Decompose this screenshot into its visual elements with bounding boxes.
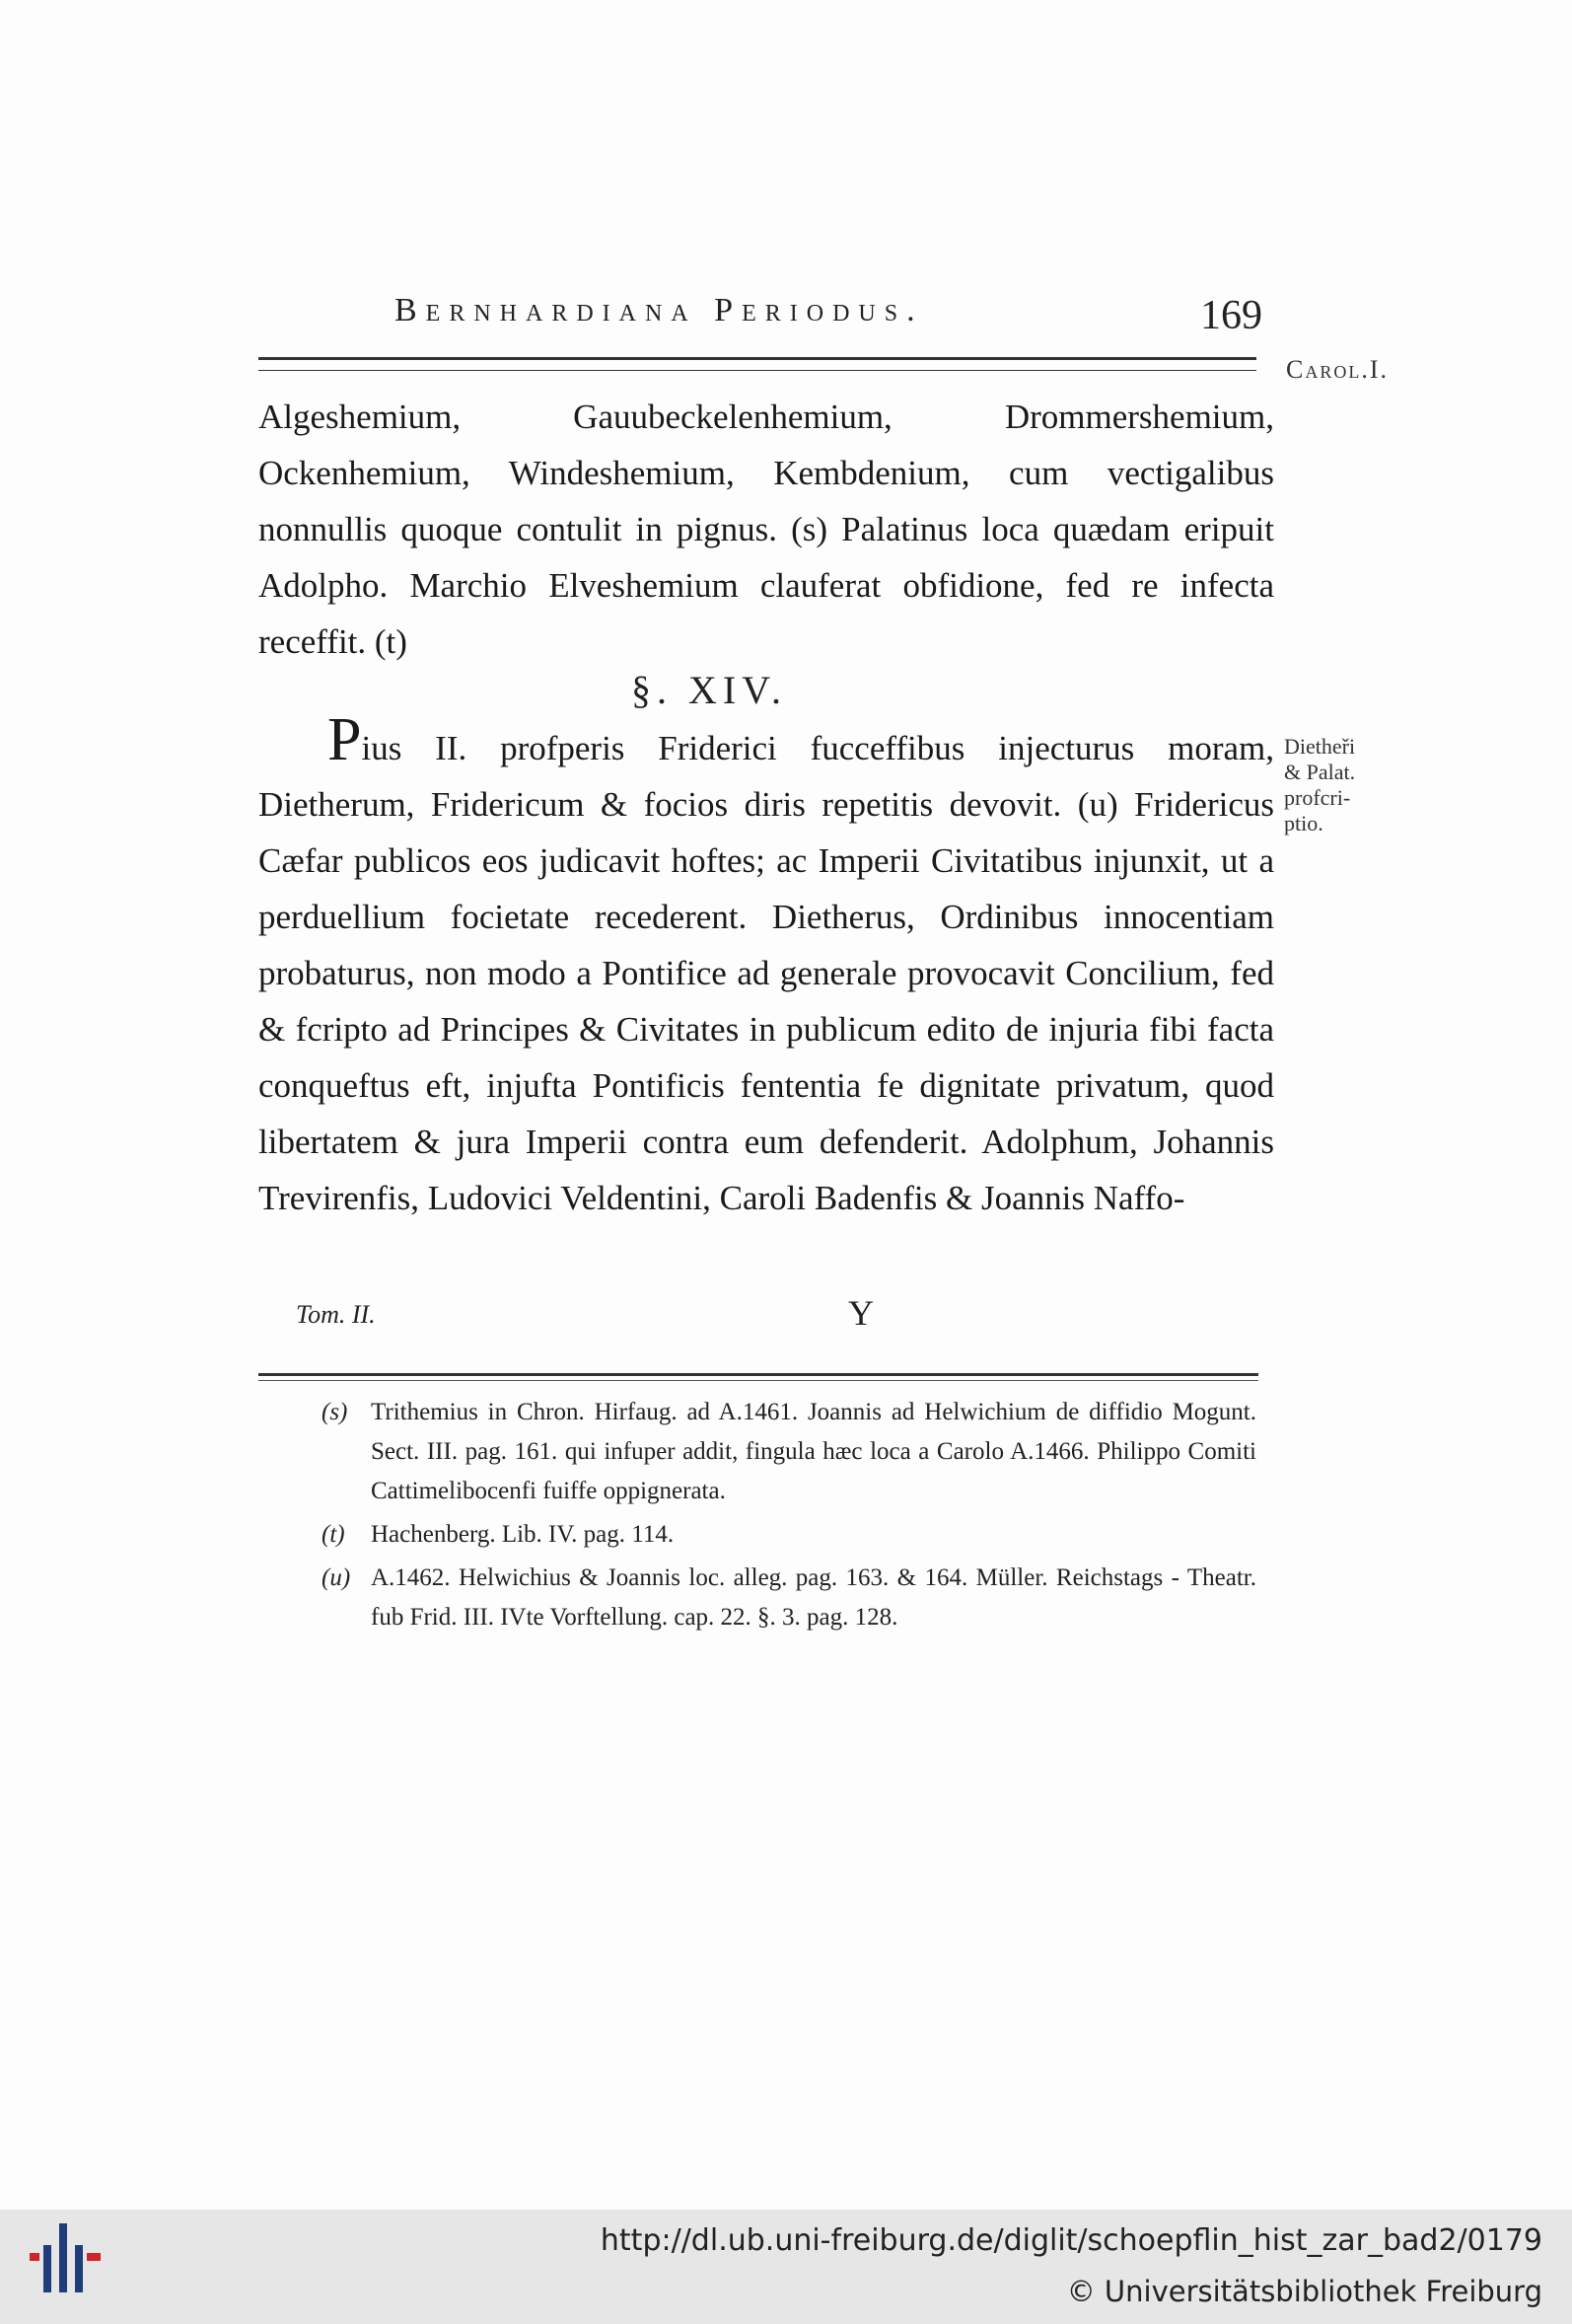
paragraph-2	[258, 706, 1274, 1226]
running-header	[394, 292, 1262, 341]
signature-mark: Y	[848, 1293, 874, 1333]
viewer-footer	[0, 2210, 1572, 2324]
footnote	[322, 1559, 1256, 1637]
copyright-notice: © Universitätsbibliothek Freiburg	[1066, 2275, 1542, 2308]
drop-cap: P	[327, 706, 362, 773]
side-note-line: Dietheři	[1284, 734, 1356, 759]
footnote-mark: (u)	[322, 1564, 351, 1591]
volume-mark: Tom. II.	[296, 1300, 376, 1329]
section-heading: §. XIV.	[631, 668, 787, 712]
footnote-rule	[258, 1373, 1258, 1381]
footnotes	[322, 1393, 1256, 1641]
footnote	[322, 1515, 1256, 1555]
footnote	[322, 1393, 1256, 1511]
permalink-url[interactable]: http://dl.ub.uni-freiburg.de/diglit/schoepflin_hist_zar_bad2/0179	[600, 2223, 1542, 2258]
margin-note-carol: Carol.I.	[1286, 355, 1389, 384]
footnote-mark: (t)	[322, 1521, 345, 1548]
footnote-text: Hachenberg. Lib. IV. pag. 114.	[371, 1521, 675, 1548]
page-number: 169	[1200, 293, 1262, 338]
side-note-line: ptio.	[1284, 811, 1323, 835]
footnote-text: A.1462. Helwichius & Joannis loc. alleg. pag. 163. & 164. Müller. Reichstags - Theatr. fub Frid. III. IVte Vorftellung. cap. 22. §. 3. pag. 128.	[371, 1564, 1256, 1631]
header-rule	[258, 357, 1256, 371]
paragraph-1: Algeshemium, Gauubeckelenhemium, Drommershemium, Ockenhemium, Windeshemium, Kembdenium, cum vectigalibus nonnullis quoque contulit in pignus. (s) Palatinus loca quædam eripuit Adolpho. Marchio Elveshemium clauferat obfidione, fed re infecta receffit. (t)	[258, 398, 1274, 661]
footnote-mark: (s)	[322, 1399, 348, 1425]
side-note-line: profcri-	[1284, 785, 1351, 810]
signature-row	[296, 1292, 888, 1336]
footnote-text: Trithemius in Chron. Hirfaug. ad A.1461. Joannis ad Helwichium de diffidio Mogunt. Sect. III. pag. 161. qui infuper addit, fingula hæc loca a Carolo A.1466. Philippo Comiti Cattimelibocenfi fuiffe oppignerata.	[371, 1399, 1256, 1504]
running-title: Bernhardiana Periodus.	[394, 292, 924, 328]
paragraph-2-text: ius II. profperis Friderici fucceffibus injecturus moram, Dietherum, Fridericum & focios diris repetitis devovit. (u) Fridericus Cæfar publicos eos judicavit hoftes; ac Imperii Civitatibus injunxit, ut a perduellium focietate recederent. Dietherus, Ordinibus innocentiam probaturus, non modo a Pontifice ad generale provocavit Concilium, fed & fcripto ad Principes & Civitates in publicum edito de injuria fibi facta conqueftus eft, injufta Pontificis fententia fe dignitate privatum, quod libertatem & jura Imperii contra eum defenderit. Adolphum, Johannis Trevirenfis, Ludovici Veldentini, Caroli Badenfis & Joannis Naffo-	[258, 729, 1274, 1217]
margin-note-side	[1284, 734, 1393, 836]
side-note-line: & Palat.	[1284, 760, 1356, 784]
library-logo-icon	[30, 2223, 101, 2292]
